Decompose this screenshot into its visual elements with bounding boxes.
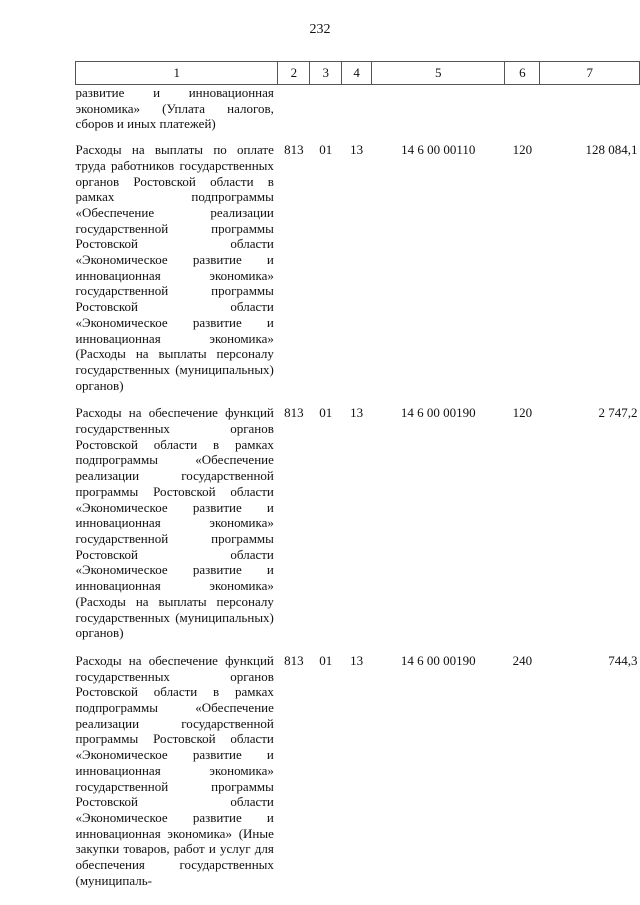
cell-section: 01	[319, 142, 333, 158]
cell-amount: 744,3	[608, 652, 638, 668]
cell-subsection: 13	[350, 142, 364, 158]
cell-section: 01	[319, 405, 333, 421]
cell-subsection: 13	[350, 652, 364, 668]
cell-subsection	[342, 85, 372, 143]
row-description: Расходы на обеспечение функций государственных органов Ростовской области в рамках подпрограммы «Обеспечение реализации государственной программы Ростовской области «Экономическое развитие и инновационная экономика» государственной программы Ростовской области «Экономическое развитие и инновационная экономика» (Расходы на выплаты персоналу государственных (муниципальных) органов)	[75, 405, 274, 641]
cell-expense-type: 120	[512, 142, 533, 158]
cell-subsection: 13	[350, 405, 364, 421]
cell-amount: 2 747,2	[598, 405, 638, 421]
column-header: 6	[505, 62, 540, 85]
cell-target-item	[372, 85, 505, 143]
cell-expense-type: 120	[512, 405, 533, 421]
column-header: 5	[372, 62, 505, 85]
column-header: 1	[76, 62, 278, 85]
cell-target-item: 14 6 00 00110	[401, 142, 476, 158]
column-header: 4	[342, 62, 372, 85]
cell-target-item: 14 6 00 00190	[400, 405, 476, 421]
table-row	[76, 85, 640, 143]
page-number: 232	[309, 22, 331, 37]
cell-ministry: 813	[284, 652, 304, 668]
cell-ministry	[278, 85, 310, 143]
cell-ministry: 813	[284, 142, 304, 158]
cell-expense-type: 240	[512, 652, 533, 668]
table-header	[76, 62, 640, 85]
table-row	[76, 405, 640, 653]
column-header: 3	[310, 62, 342, 85]
cell-section	[310, 85, 342, 143]
table-row	[76, 142, 640, 405]
budget-table	[75, 61, 640, 900]
cell-expense-type	[505, 85, 540, 143]
row-description: Расходы на выплаты по оплате труда работников государственных органов Ростовской области в рамках подпрограммы «Обеспечение реализации государственной программы Ростовской области «Экономическое развитие и инновационная экономика» государственной программы Ростовской области «Экономическое развитие и инновационная экономика» (Расходы на выплаты персоналу государственных (муниципальных) органов)	[75, 142, 274, 393]
cell-ministry: 813	[284, 405, 304, 421]
table-row	[76, 653, 640, 901]
cell-target-item: 14 6 00 00190	[400, 652, 476, 668]
row-description: Расходы на обеспечение функций государственных органов Ростовской области в рамках подпрограммы «Обеспечение реализации государственной программы Ростовской области «Экономическое развитие и инновационная экономика» государственной программы Ростовской области «Экономическое развитие и инновационная экономика» (Иные закупки товаров, работ и услуг для обеспечения государственных (муниципаль-	[75, 652, 274, 888]
column-header: 2	[278, 62, 310, 85]
column-header: 7	[540, 62, 640, 85]
cell-amount: 128 084,1	[585, 142, 638, 158]
row-description: развитие и инновационная экономика» (Уплата налогов, сборов и иных платежей)	[75, 85, 274, 132]
cell-amount	[540, 85, 640, 143]
cell-section: 01	[319, 652, 333, 668]
